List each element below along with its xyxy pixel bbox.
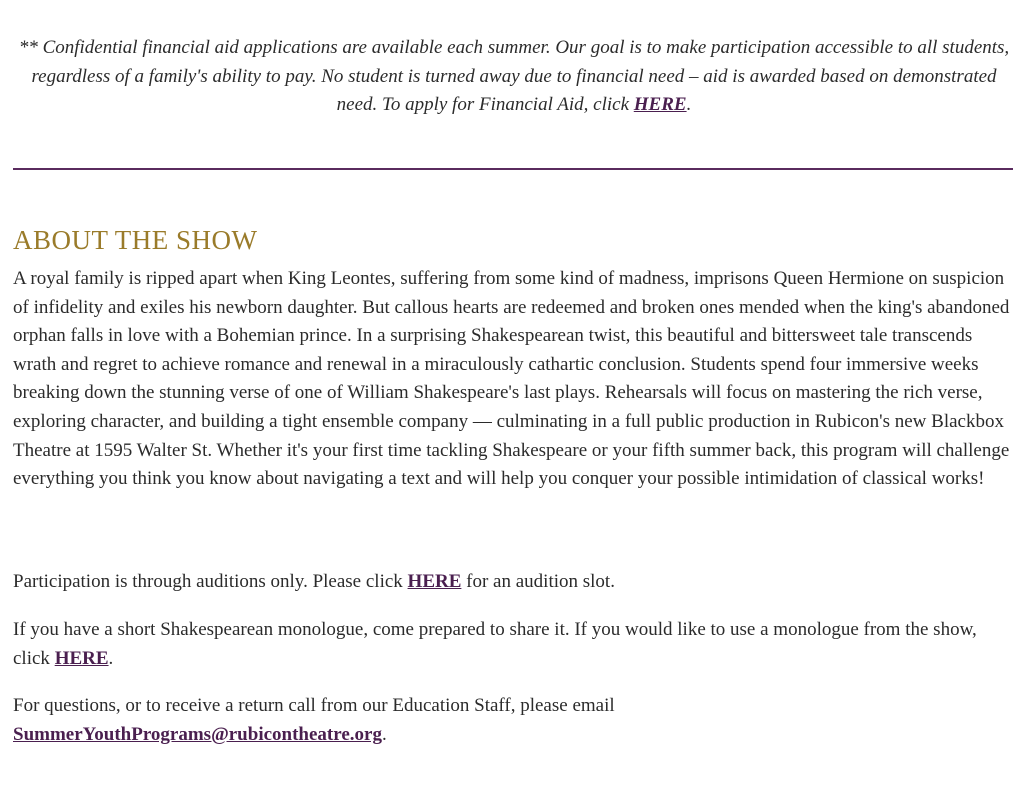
- monologue-paragraph: [13, 616, 1015, 673]
- financial-aid-text: ** Confidential financial aid applications are available each summer. Our goal is to make participation accessible to all students, regardless of a family's ability to pay. No student is turned away due to financial need – aid is awarded based on demonstrated need. To apply for Financial Aid, click: [18, 37, 1010, 115]
- audition-suffix: for an audition slot.: [461, 571, 615, 592]
- about-the-show-heading: ABOUT THE SHOW: [13, 225, 258, 255]
- audition-text: Participation is through auditions only. Please click: [13, 571, 408, 592]
- questions-suffix: .: [381, 723, 387, 745]
- questions-text: For questions, or to receive a return call from our Education Staff, please email: [13, 695, 615, 716]
- email-link[interactable]: SummerYouthPrograms@rubicontheatre.org: [13, 723, 382, 745]
- section-divider: [13, 168, 1013, 170]
- show-description: A royal family is ripped apart when King Leontes, suffering from some kind of madness, imprisons Queen Hermione on suspicion of infidelity and exiles his newborn daughter. But callous hearts are redeemed and broken ones mended when the king's abandoned orphan falls in love with a Bohemian prince. In a surprising Shakespearean twist, this beautiful and bittersweet tale transcends wrath and regret to achieve romance and renewal in a miraculously cathartic conclusion. Students spend four immersive weeks breaking down the stunning verse of one of William Shakespeare's last plays. Rehearsals will focus on mastering the rich verse, exploring character, and building a tight ensemble company — culminating in a full public production in Rubicon's new Blackbox Theatre at 1595 Walter St. Whether it's your first time tackling Shakespeare or your fifth summer back, this program will challenge everything you think you know about navigating a text and will help you conquer your possible intimidation of classical works!: [13, 268, 1010, 490]
- financial-aid-note: [13, 34, 1015, 120]
- monologue-suffix: .: [108, 647, 114, 669]
- questions-paragraph: [13, 692, 1015, 749]
- monologue-link[interactable]: HERE: [54, 647, 109, 669]
- monologue-text: If you have a short Shakespearean monologue, come prepared to share it. If you would like to use a monologue from the show, click: [13, 619, 977, 669]
- audition-link[interactable]: HERE: [407, 571, 462, 592]
- audition-paragraph: [13, 568, 1015, 597]
- financial-aid-suffix: .: [686, 94, 692, 115]
- financial-aid-link[interactable]: HERE: [633, 94, 687, 115]
